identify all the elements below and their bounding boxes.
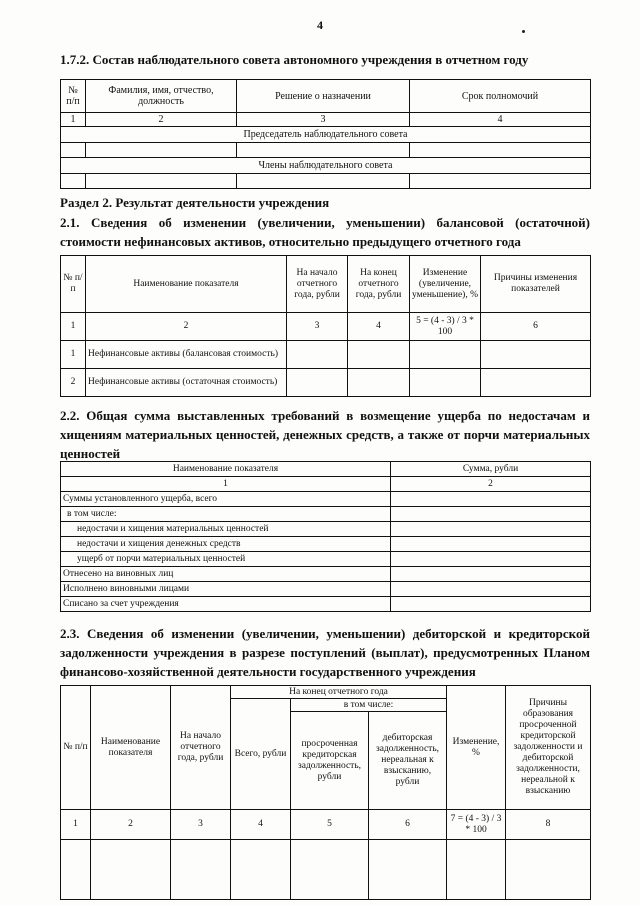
col-num-2: 2 [86,113,237,127]
header-num: № п/п [61,686,91,810]
empty-cell [61,840,91,900]
col-num-2: 2 [91,810,171,840]
empty-cell [61,174,86,189]
empty-cell [410,174,591,189]
empty-cell [231,840,291,900]
header-bad-receivables: дебиторская задолженность, нереальная к взысканию, рубли [369,712,447,810]
col-num-6: 6 [369,810,447,840]
empty-cell [61,143,86,158]
section-1-7-2-title: 1.7.2. Состав наблюдательного совета автономного учреждения в отчетном году [60,52,529,67]
empty-cell [391,597,591,612]
empty-cell [391,507,591,522]
row-assigned-to-culprits: Отнесено на виновных лиц [61,567,391,582]
empty-cell [287,341,348,369]
header-term: Срок полномочий [410,80,591,113]
empty-cell [391,552,591,567]
board-composition-table [60,79,591,189]
section-2-1-title: 2.1. Сведения об изменении (увеличении, уменьшении) балансовой (остаточной) стоимости нефинансовых активов, относительно предыдущего отчетного года [60,215,590,249]
col-num-8: 8 [506,810,591,840]
empty-cell [237,143,410,158]
empty-cell [410,143,591,158]
row-paid-by-culprits: Исполнено виновными лицами [61,582,391,597]
empty-cell [91,840,171,900]
header-change: Изменение (увеличение, уменьшение), % [410,256,481,313]
row-num: 1 [61,341,86,369]
header-begin: На начало отчетного года, рубли [171,686,231,810]
empty-cell [171,840,231,900]
header-including: в том числе: [291,699,447,712]
col-num-4: 4 [348,313,410,341]
empty-cell [481,341,591,369]
empty-cell [369,840,447,900]
header-num: № п/п [61,80,86,113]
empty-cell [447,840,506,900]
empty-cell [391,522,591,537]
header-name: Наименование показателя [86,256,287,313]
row-name: Нефинансовые активы (балансовая стоимость) [86,341,287,369]
damage-claims-table [60,461,591,612]
row-total-damage: Суммы установленного ущерба, всего [61,492,391,507]
header-num: № п/п [61,256,86,313]
col-num-5: 5 = (4 - 3) / 3 * 100 [410,313,481,341]
empty-cell [481,369,591,397]
col-num-3: 3 [171,810,231,840]
empty-cell [506,840,591,900]
header-end: На конец отчетного года, рубли [348,256,410,313]
empty-cell [86,174,237,189]
row-material-shortage: недостачи и хищения материальных ценностей [61,522,391,537]
empty-cell [391,537,591,552]
nonfinancial-assets-table [60,255,591,397]
empty-cell [391,582,591,597]
col-num-4: 4 [231,810,291,840]
col-num-3: 3 [237,113,410,127]
members-row: Члены наблюдательного совета [61,158,591,174]
section-2-3-title: 2.3. Сведения об изменении (увеличении, уменьшении) дебиторской и кредиторской задолженности учреждения в разрезе поступлений (выплат), предусмотренных Планом финансово-хозяйственной деятельности государственного учреждения [60,626,590,679]
section-2-2-title: 2.2. Общая сумма выставленных требований в возмещение ущерба по недостачам и хищениям материальных ценностей, денежных средств, а также от порчи материальных ценностей [60,408,590,461]
header-name: Наименование показателя [91,686,171,810]
header-reasons: Причины изменения показателей [481,256,591,313]
header-fio: Фамилия, имя, отчество, должность [86,80,237,113]
empty-cell [391,492,591,507]
header-total: Всего, рубли [231,699,291,810]
col-num-2: 2 [391,477,591,492]
col-num-1: 1 [61,810,91,840]
col-num-6: 6 [481,313,591,341]
empty-cell [410,369,481,397]
col-num-3: 3 [287,313,348,341]
header-decision: Решение о назначении [237,80,410,113]
row-including: в том числе: [61,507,391,522]
section-2-title: Раздел 2. Результат деятельности учреждения [60,195,330,210]
header-end-group: На конец отчетного года [231,686,447,699]
row-cash-shortage: недостачи и хищения денежных средств [61,537,391,552]
col-num-1: 1 [61,313,86,341]
empty-cell [86,143,237,158]
row-name: Нефинансовые активы (остаточная стоимость) [86,369,287,397]
col-num-7: 7 = (4 - 3) / 3 * 100 [447,810,506,840]
header-reasons: Причины образования просроченной кредиторской задолженности и дебиторской задолженности, нереальной к взысканию [506,686,591,810]
empty-cell [348,341,410,369]
row-spoilage-damage: ущерб от порчи материальных ценностей [61,552,391,567]
empty-cell [291,840,369,900]
receivables-payables-table [60,685,591,900]
col-num-1: 1 [61,113,86,127]
col-num-1: 1 [61,477,391,492]
header-change: Изменение, % [447,686,506,810]
row-num: 2 [61,369,86,397]
empty-cell [391,567,591,582]
col-num-5: 5 [291,810,369,840]
empty-cell [237,174,410,189]
col-num-4: 4 [410,113,591,127]
scan-speck [522,30,525,33]
empty-cell [348,369,410,397]
empty-cell [287,369,348,397]
empty-cell [410,341,481,369]
chair-row: Председатель наблюдательного совета [61,127,591,143]
header-name: Наименование показателя [61,462,391,477]
header-overdue-payables: просроченная кредиторская задолженность, рубли [291,712,369,810]
col-num-2: 2 [86,313,287,341]
header-sum: Сумма, рубли [391,462,591,477]
header-begin: На начало отчетного года, рубли [287,256,348,313]
page-number: 4 [317,18,323,32]
row-written-off: Списано за счет учреждения [61,597,391,612]
